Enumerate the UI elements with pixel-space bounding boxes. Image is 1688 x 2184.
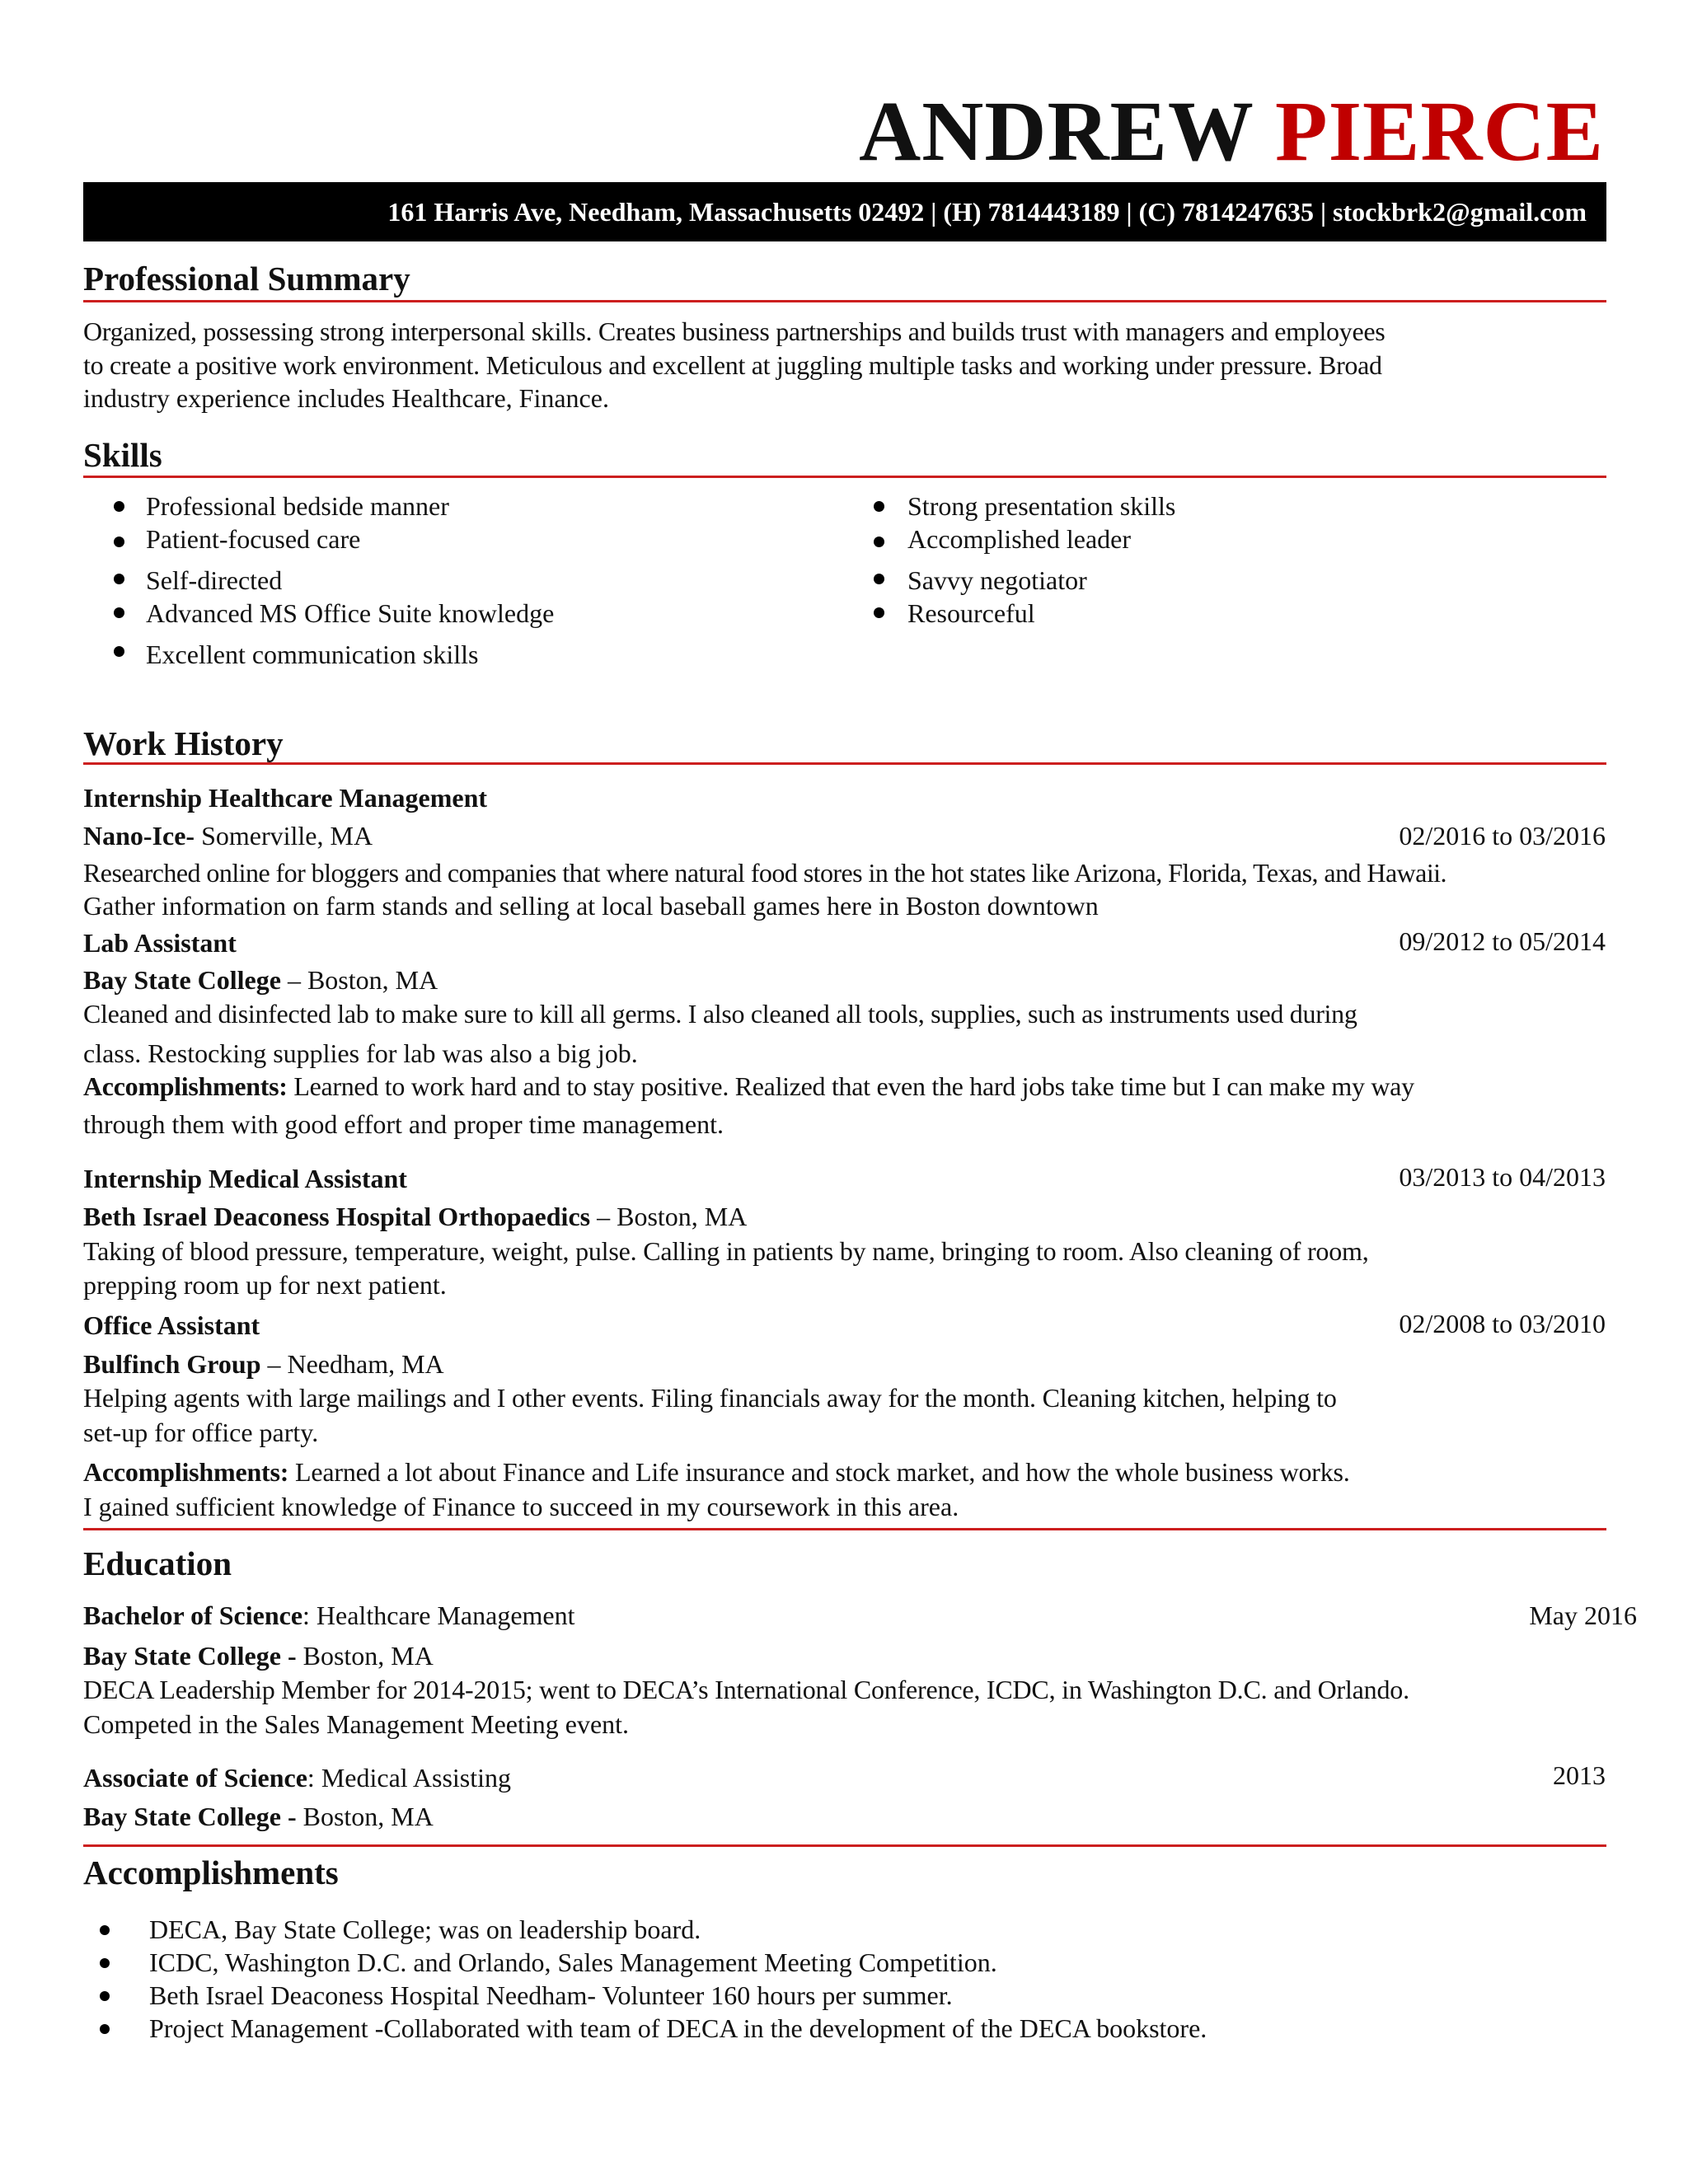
job-title: Lab Assistant (83, 928, 237, 958)
last-name: PIERCE (1275, 84, 1604, 179)
skill-item: Professional bedside manner (146, 491, 449, 521)
skill-item: Self-directed (146, 565, 283, 595)
job-description: Helping agents with large mailings and I other events. Filing financials away for the month. Cleaning kitchen, helping to (83, 1383, 1337, 1413)
school-line (83, 1803, 434, 1830)
skill-item: Resourceful (907, 598, 1035, 628)
job-dates: 02/2008 to 03/2010 (1399, 1309, 1606, 1338)
bullet-icon (114, 501, 124, 512)
employer-location: – Boston, MA (280, 965, 438, 995)
contact-bar: 161 Harris Ave, Needham, Massachusetts 02492 | (H) 7814443189 | (C) 7814247635 | stockbrk2@gmail.com (83, 182, 1606, 241)
job-description: class. Restocking supplies for lab was also a big job. (83, 1038, 638, 1068)
job-description: Taking of blood pressure, temperature, weight, pulse. Calling in patients by name, bringing to room. Also cleaning of room, (83, 1236, 1369, 1266)
section-divider (83, 300, 1606, 302)
bullet-icon (114, 537, 124, 547)
degree-name: Bachelor of Science (83, 1601, 303, 1630)
employer-name: Nano-Ice- (83, 821, 195, 851)
summary-line: Organized, possessing strong interpersonal skills. Creates business partnerships and builds trust with managers and employees (83, 316, 1386, 346)
accomplishment-item: Project Management -Collaborated with team of DECA in the development of the DECA bookstore. (149, 2013, 1207, 2043)
employer-location: – Boston, MA (590, 1202, 748, 1231)
bullet-icon (114, 646, 124, 657)
bullet-icon (100, 1991, 110, 2001)
bullet-icon (114, 607, 124, 618)
employer-name: Bulfinch Group (83, 1349, 261, 1379)
accomplishment-item: ICDC, Washington D.C. and Orlando, Sales Management Meeting Competition. (149, 1947, 997, 1977)
degree-line (83, 1765, 511, 1791)
job-accomplishments (83, 1073, 1414, 1099)
skill-item: Savvy negotiator (907, 565, 1087, 595)
employer-name: Bay State College (83, 965, 281, 995)
job-dates: 02/2016 to 03/2016 (1399, 821, 1606, 851)
employer-location: – Needham, MA (260, 1349, 444, 1379)
skill-item: Advanced MS Office Suite knowledge (146, 598, 555, 628)
skill-item: Strong presentation skills (907, 491, 1176, 521)
school-name: Bay State College - (83, 1802, 297, 1831)
school-line (83, 1643, 434, 1669)
section-divider (83, 1844, 1606, 1847)
job-accomplishments: through them with good effort and proper time management. (83, 1109, 724, 1139)
school-name: Bay State College - (83, 1641, 297, 1671)
bullet-icon (114, 574, 124, 584)
degree-name: Associate of Science (83, 1763, 307, 1793)
work-history-heading: Work History (83, 724, 284, 762)
job-employer-line (83, 1351, 444, 1377)
job-description: set-up for office party. (83, 1418, 319, 1447)
job-title: Internship Healthcare Management (83, 783, 488, 813)
degree-line (83, 1602, 575, 1629)
bullet-icon (100, 1958, 110, 1968)
degree-field: : Medical Assisting (307, 1763, 512, 1793)
job-employer-line (83, 823, 373, 849)
bullet-icon (100, 1925, 110, 1935)
candidate-name (859, 84, 1604, 179)
degree-date: 2013 (1553, 1760, 1606, 1790)
job-accomplishments (83, 1459, 1350, 1485)
accomplishments-heading: Accomplishments (83, 1854, 339, 1891)
education-description: DECA Leadership Member for 2014-2015; went to DECA’s International Conference, ICDC, in Washington D.C. and Orlando. (83, 1675, 1409, 1704)
first-name: ANDREW (859, 84, 1254, 179)
job-description: Gather information on farm stands and selling at local baseball games here in Boston downtown (83, 891, 1099, 921)
section-divider (83, 762, 1606, 765)
skill-item: Excellent communication skills (146, 640, 479, 669)
accomplishments-text: Learned to work hard and to stay positive. Realized that even the hard jobs take time but I can make my way (287, 1071, 1414, 1101)
education-description: Competed in the Sales Management Meeting event. (83, 1709, 630, 1739)
job-accomplishments: I gained sufficient knowledge of Finance to succeed in my coursework in this area. (83, 1492, 959, 1521)
job-description: Researched online for bloggers and companies that where natural food stores in the hot states like Arizona, Florida, Texas, and Hawaii. (83, 858, 1447, 888)
job-dates: 09/2012 to 05/2014 (1399, 926, 1606, 956)
job-description: Cleaned and disinfected lab to make sure to kill all germs. I also cleaned all tools, supplies, such as instruments used during (83, 999, 1357, 1029)
skill-item: Patient-focused care (146, 524, 361, 554)
job-description: prepping room up for next patient. (83, 1270, 447, 1300)
section-divider (83, 476, 1606, 478)
job-title: Office Assistant (83, 1310, 260, 1340)
summary-heading: Professional Summary (83, 260, 410, 298)
bullet-icon (100, 2024, 110, 2034)
job-employer-line (83, 1203, 747, 1230)
employer-name: Beth Israel Deaconess Hospital Orthopaedics (83, 1202, 591, 1231)
accomplishments-text: Learned a lot about Finance and Life insurance and stock market, and how the whole business works. (288, 1457, 1350, 1487)
job-dates: 03/2013 to 04/2013 (1399, 1162, 1606, 1192)
bullet-icon (874, 501, 884, 512)
school-location: Boston, MA (296, 1802, 434, 1831)
degree-date: May 2016 (1529, 1601, 1637, 1630)
accomplishment-item: DECA, Bay State College; was on leadership board. (149, 1915, 701, 1944)
employer-location: Somerville, MA (195, 821, 373, 851)
skills-heading: Skills (83, 436, 162, 474)
skill-item: Accomplished leader (907, 524, 1131, 554)
education-heading: Education (83, 1544, 232, 1582)
accomplishments-label: Accomplishments: (83, 1457, 289, 1487)
accomplishments-label: Accomplishments: (83, 1071, 288, 1101)
bullet-icon (874, 537, 884, 547)
summary-line: to create a positive work environment. Meticulous and excellent at juggling multiple tasks and working under pressure. Broad (83, 350, 1382, 380)
summary-line: industry experience includes Healthcare, Finance. (83, 383, 609, 413)
degree-field: : Healthcare Management (302, 1601, 575, 1630)
bullet-icon (874, 574, 884, 584)
section-divider (83, 1528, 1606, 1530)
accomplishment-item: Beth Israel Deaconess Hospital Needham- Volunteer 160 hours per summer. (149, 1980, 953, 2010)
bullet-icon (874, 607, 884, 618)
job-title: Internship Medical Assistant (83, 1164, 407, 1193)
job-employer-line (83, 967, 438, 993)
school-location: Boston, MA (296, 1641, 434, 1671)
